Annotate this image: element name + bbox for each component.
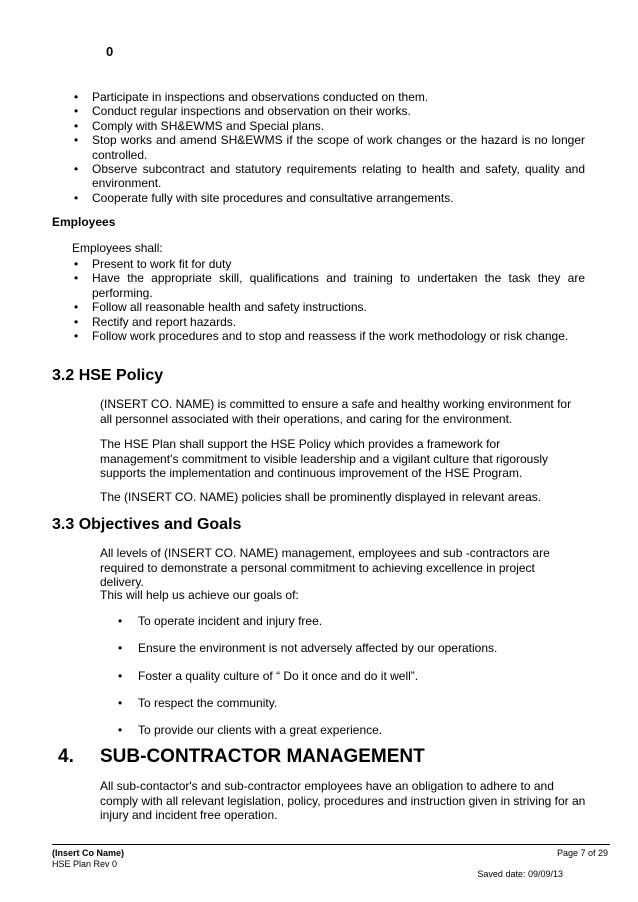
subcontractor-paragraph: All sub-contactor's and sub-contractor employees have an obligation to adhere to and comply with all relevant legislation, policy, procedures and instruction given in striving for an injury and incident free operation. (100, 779, 586, 822)
employees-heading: Employees (52, 215, 116, 229)
bullet-icon: • (74, 104, 79, 119)
header-number: 0 (106, 44, 114, 59)
goal-text: To provide our clients with a great experience. (138, 723, 383, 737)
hse-policy-paragraph: (INSERT CO. NAME) is committed to ensure a safe and healthy working environment for all personnel associated with their operations, and caring for the environment. (100, 397, 572, 426)
bullet-icon: • (74, 257, 79, 271)
list-item (72, 191, 585, 205)
bullet-icon: • (118, 669, 123, 683)
goal-text: Ensure the environment is not adversely affected by our operations. (138, 641, 498, 655)
bullet-icon: • (74, 300, 79, 315)
list-item (72, 257, 585, 271)
section-heading-objectives: 3.3 Objectives and Goals (52, 516, 242, 533)
bullet-icon: • (74, 162, 79, 177)
list-item (72, 90, 585, 104)
bullet-icon: • (74, 314, 79, 329)
bullet-icon: • (74, 190, 79, 205)
footer-page-number: Page 7 of 29 (556, 848, 608, 858)
list-item-text: Conduct regular inspections and observation on their works. (92, 104, 411, 119)
bullet-icon: • (74, 133, 79, 148)
section-heading-hse-policy: 3.2 HSE Policy (52, 367, 164, 384)
bullet-icon: • (74, 118, 79, 133)
list-item-text: Observe subcontract and statutory requirements relating to health and safety, quality and environment. (92, 162, 585, 191)
employees-intro: Employees shall: (72, 241, 163, 255)
list-item (72, 133, 585, 162)
list-item (72, 300, 585, 314)
footer-saved-date: Saved date: 09/09/13 (477, 869, 563, 879)
list-item (72, 315, 585, 329)
goal-text: To respect the community. (138, 696, 278, 710)
bullet-icon: • (118, 696, 123, 710)
bullet-icon: • (74, 329, 79, 344)
list-item (72, 162, 585, 191)
list-item-text: Comply with SH&EWMS and Special plans. (92, 118, 325, 133)
list-item-text: Stop works and amend SH&EWMS if the scope of work changes or the hazard is no longer controlled. (92, 133, 585, 162)
goal-text: To operate incident and injury free. (138, 614, 323, 628)
footer-divider (52, 844, 610, 845)
list-item-text: Participate in inspections and observations conducted on them. (92, 90, 429, 104)
list-item (72, 119, 585, 133)
section-number: 4. (58, 746, 74, 767)
bullet-icon: • (74, 271, 79, 286)
list-item-text: Have the appropriate skill, qualifications and training to undertaken the task they are performing. (92, 271, 585, 300)
list-item (72, 104, 585, 118)
employees-list (72, 257, 585, 343)
list-item-text: Rectify and report hazards. (92, 314, 237, 329)
list-item-text: Present to work fit for duty (92, 257, 232, 271)
list-item (72, 329, 585, 343)
bullet-icon: • (74, 90, 79, 104)
bullet-icon: • (118, 641, 123, 655)
list-item (72, 271, 585, 300)
objectives-paragraph: All levels of (INSERT CO. NAME) management, employees and sub -contractors are required to demonstrate a personal commitment to achieving excellence in project delivery. (100, 546, 550, 589)
bullet-icon: • (118, 614, 123, 628)
footer-company: (Insert Co Name) (52, 848, 125, 858)
objectives-paragraph: This will help us achieve our goals of: (100, 588, 299, 602)
list-item-text: Follow work procedures and to stop and reassess if the work methodology or risk change. (92, 329, 569, 344)
list-item-text: Cooperate fully with site procedures and consultative arrangements. (92, 190, 454, 205)
hse-policy-paragraph: The HSE Plan shall support the HSE Policy which provides a framework for management’s commitment to visible leadership and a vigilant culture that rigorously supports the implementation and continuous improvement of the HSE Program. (100, 437, 549, 480)
bullet-icon: • (118, 723, 123, 737)
hse-policy-paragraph: The (INSERT CO. NAME) policies shall be prominently displayed in relevant areas. (100, 490, 542, 504)
list-item-text: Follow all reasonable health and safety instructions. (92, 300, 367, 315)
responsibilities-list (72, 90, 585, 205)
goal-text: Foster a quality culture of “ Do it once and do it well”. (138, 669, 419, 683)
section-heading-subcontractor: SUB-CONTRACTOR MANAGEMENT (100, 746, 425, 767)
footer-plan-rev: HSE Plan Rev 0 (52, 859, 118, 869)
